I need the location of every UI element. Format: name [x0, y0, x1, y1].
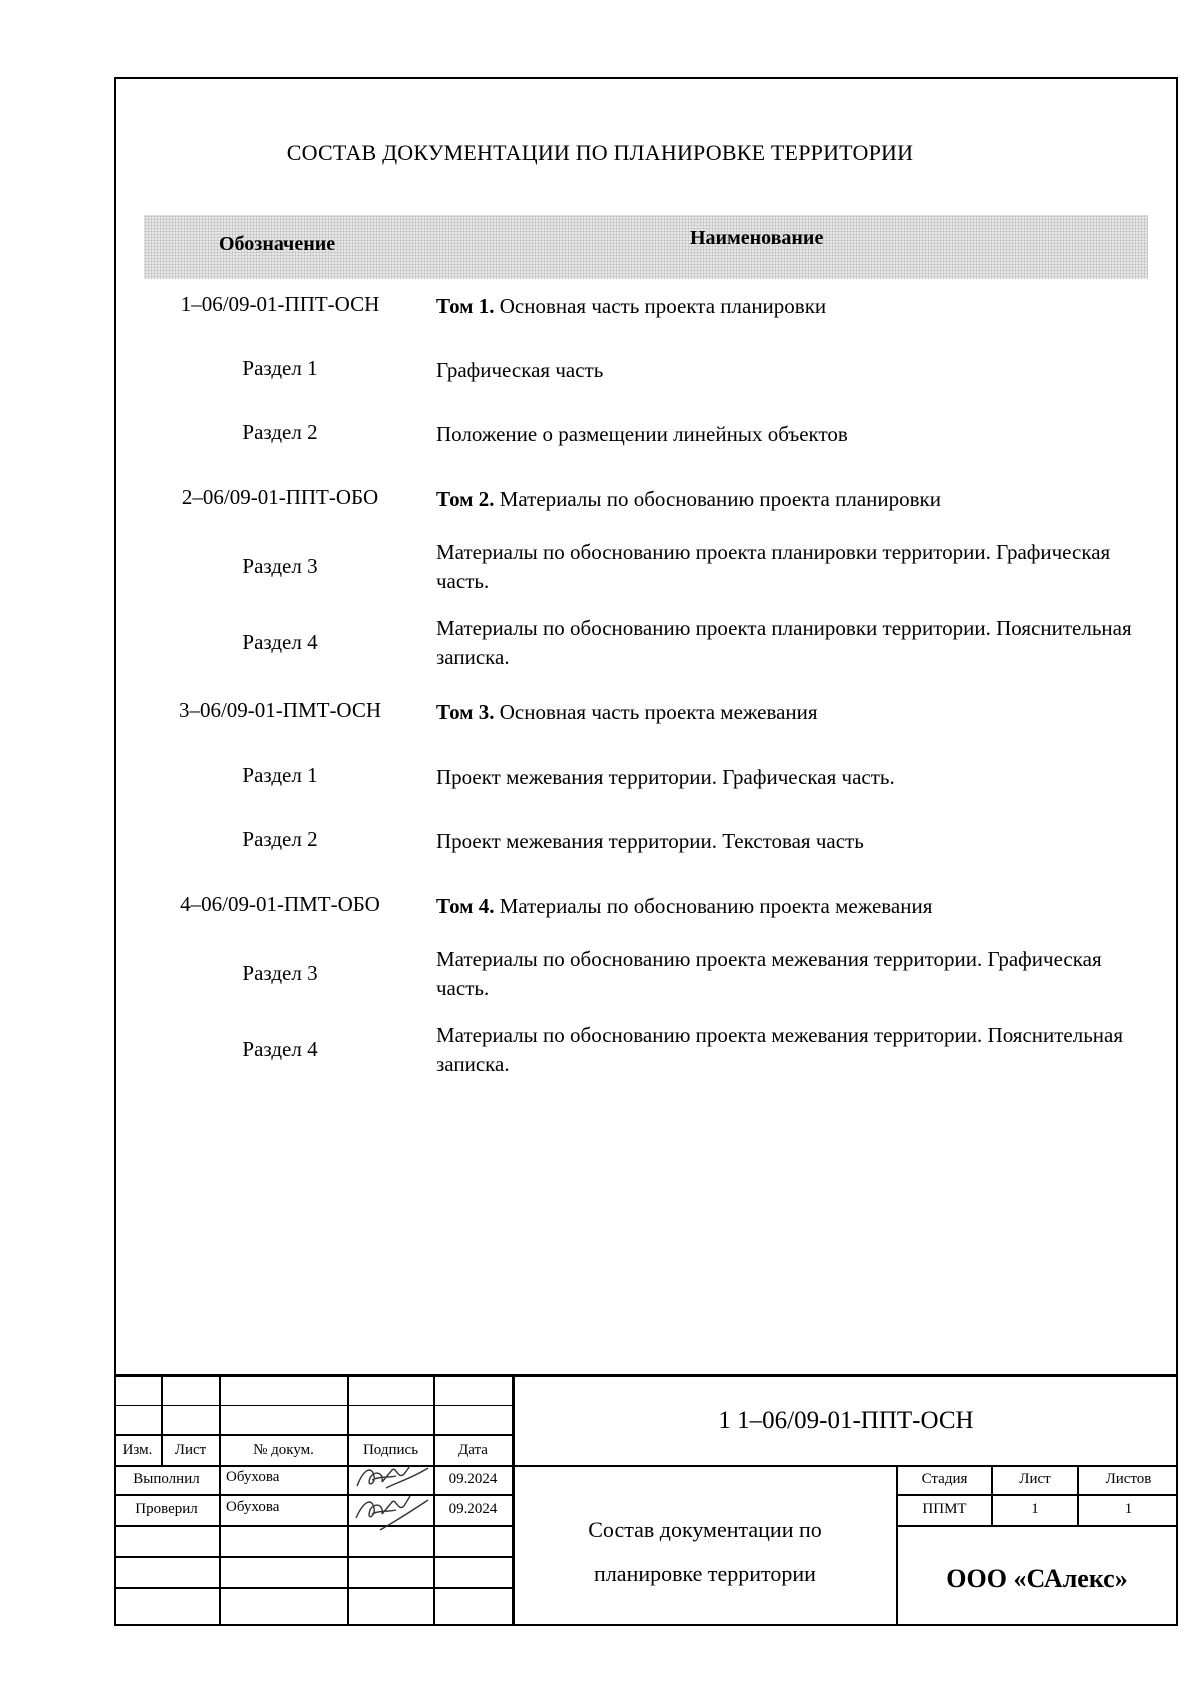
tb-line [114, 1556, 514, 1558]
tb-line [114, 1374, 1178, 1377]
row-text: Основная часть проекта планировки [494, 294, 827, 318]
row-text: Положение о размещении линейных объектов [436, 422, 848, 446]
signature-image [350, 1488, 432, 1536]
row-description [436, 827, 1156, 856]
tb-line [114, 1525, 514, 1527]
row-designation: Раздел 3 [242, 554, 318, 578]
row-designation: 1–06/09-01-ППТ-ОСН [180, 292, 380, 316]
header-designation: Обозначение [219, 233, 336, 255]
row-text: Материалы по обоснованию проекта планировки территории. Графическая часть. [436, 540, 1111, 593]
tb-line [219, 1374, 221, 1626]
row-text: Материалы по обоснованию проекта межевания [494, 894, 933, 918]
checked-label: Проверил [135, 1501, 198, 1517]
tb-line [896, 1494, 1178, 1496]
row-designation: Раздел 2 [242, 827, 318, 851]
sheet-title [514, 1508, 896, 1596]
row-designation: Раздел 1 [242, 356, 318, 380]
row-designation: Раздел 3 [242, 961, 318, 985]
tb-header-signature: Подпись [362, 1442, 419, 1458]
header-name: Наименование [690, 227, 824, 249]
row-text: Материалы по обоснованию проекта планировки [494, 487, 941, 511]
row-text: Проект межевания территории. Текстовая часть [436, 829, 864, 853]
performed-date: 09.2024 [448, 1471, 498, 1487]
tb-header-list: Лист [174, 1442, 207, 1458]
row-description [436, 698, 1156, 727]
row-volume: Том 3. [436, 700, 495, 724]
document-title: СОСТАВ ДОКУМЕНТАЦИИ ПО ПЛАНИРОВКЕ ТЕРРИТОРИИ [286, 140, 914, 165]
table-header [144, 215, 1148, 279]
stage-label: Стадия [921, 1471, 968, 1487]
row-description [436, 356, 1156, 385]
tb-line [114, 1465, 1178, 1467]
tb-line [114, 1494, 514, 1496]
performed-name: Обухова [226, 1469, 280, 1485]
row-designation: Раздел 1 [242, 763, 318, 787]
tb-line [114, 1587, 514, 1589]
row-description [436, 763, 1156, 792]
company-name: ООО «САлекс» [946, 1564, 1128, 1593]
row-designation: Раздел 4 [242, 630, 318, 654]
row-designation: 3–06/09-01-ПМТ-ОСН [178, 698, 382, 722]
row-text: Материалы по обоснованию проекта межевания территории. Пояснительная записка. [436, 1023, 1124, 1076]
checked-name: Обухова [226, 1499, 280, 1515]
row-description [436, 892, 1156, 921]
row-text: Проект межевания территории. Графическая часть. [436, 765, 895, 789]
document-code: 1 1–06/09-01-ППТ-ОСН [718, 1407, 974, 1434]
sheets-label: Листов [1105, 1471, 1152, 1487]
sheet-label: Лист [1019, 1471, 1051, 1487]
row-text: Основная часть проекта межевания [494, 700, 818, 724]
sheet-title-line: Состав документации по [588, 1517, 822, 1542]
row-volume: Том 1. [436, 294, 495, 318]
row-text: Материалы по обоснованию проекта межевания территории. Графическая часть. [436, 947, 1102, 1000]
stage-value: ППМТ [922, 1501, 967, 1517]
tb-line [433, 1374, 435, 1626]
row-designation: Раздел 2 [242, 420, 318, 444]
sheet-title-line: планировке территории [594, 1561, 816, 1586]
tb-header-izm: Изм. [122, 1442, 153, 1458]
tb-header-doc-no: № докум. [253, 1442, 314, 1458]
row-description [436, 614, 1156, 672]
tb-line [896, 1525, 1178, 1527]
tb-line [114, 1434, 514, 1436]
tb-line [114, 1405, 514, 1406]
row-description [436, 538, 1156, 596]
tb-header-date: Дата [458, 1442, 488, 1458]
checked-date: 09.2024 [448, 1501, 498, 1517]
performed-label: Выполнил [133, 1471, 200, 1487]
sheet-value: 1 [1031, 1501, 1039, 1517]
row-designation: 2–06/09-01-ППТ-ОБО [181, 485, 379, 509]
row-description [436, 945, 1156, 1003]
row-volume: Том 2. [436, 487, 495, 511]
row-designation: Раздел 4 [242, 1037, 318, 1061]
row-description [436, 420, 1156, 449]
row-description [436, 485, 1156, 514]
row-description [436, 1021, 1156, 1079]
row-designation: 4–06/09-01-ПМТ-ОБО [180, 892, 380, 916]
title-block [114, 1374, 1178, 1626]
row-volume: Том 4. [436, 894, 495, 918]
tb-line [896, 1465, 898, 1626]
sheets-value: 1 [1124, 1501, 1133, 1517]
row-description [436, 292, 1156, 321]
row-text: Материалы по обоснованию проекта планировки территории. Пояснительная записка. [436, 616, 1132, 669]
row-text: Графическая часть [436, 358, 604, 382]
tb-line [347, 1374, 349, 1626]
